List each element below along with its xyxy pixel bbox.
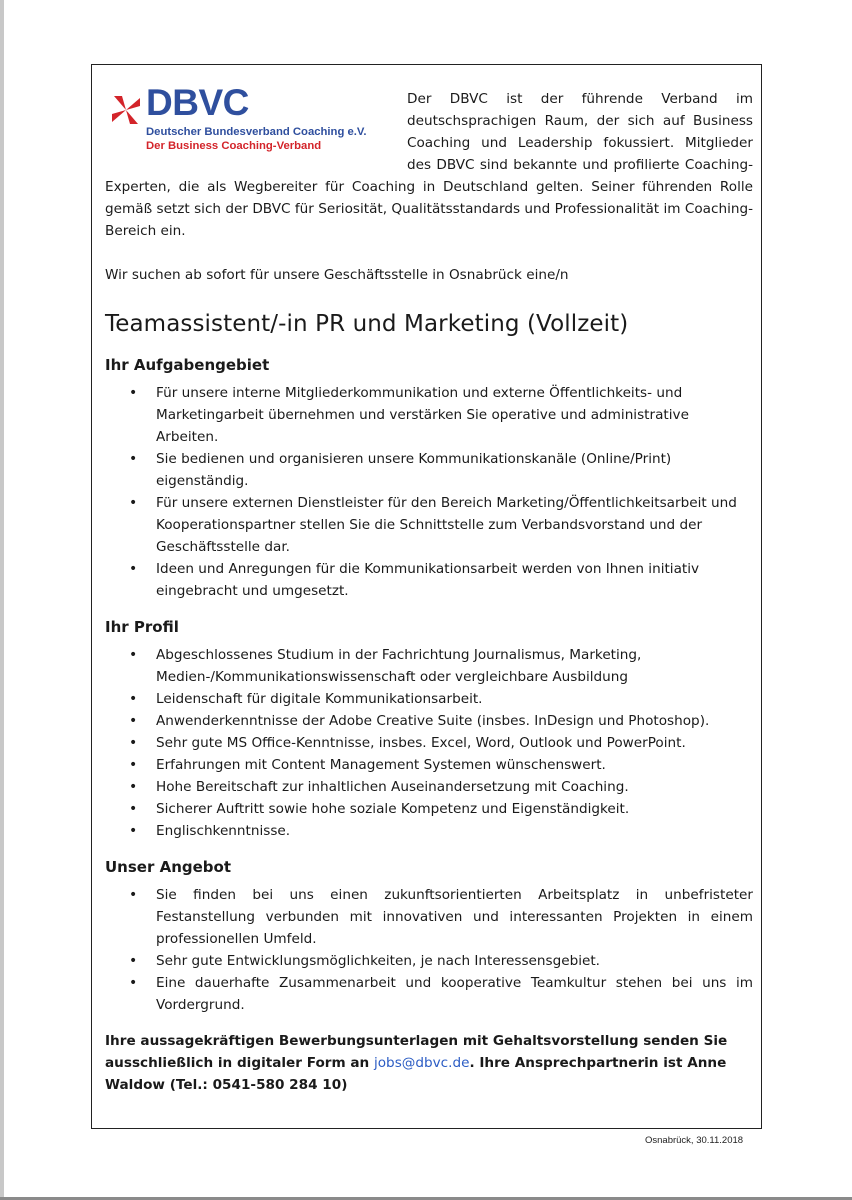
section-heading-profile: Ihr Profil [105, 618, 179, 636]
closing-paragraph [105, 1030, 753, 1096]
list-item: • Sicherer Auftritt sowie hohe soziale Kompetenz und Eigenständigkeit. [156, 798, 753, 820]
document-content [105, 82, 753, 1096]
list-item: • Ideen und Anregungen für die Kommunikationsarbeit werden von Ihnen initiativ eingebracht und umgesetzt. [156, 558, 753, 602]
email-link[interactable]: jobs@dbvc.de [373, 1055, 470, 1071]
list-item: • Leidenschaft für digitale Kommunikationsarbeit. [156, 688, 753, 710]
list-item: • Hohe Bereitschaft zur inhaltlichen Auseinandersetzung mit Coaching. [156, 776, 753, 798]
section-heading-tasks: Ihr Aufgabengebiet [105, 356, 270, 374]
search-line: Wir suchen ab sofort für unsere Geschäftsstelle in Osnabrück eine/n [105, 267, 569, 283]
list-item: • Eine dauerhafte Zusammenarbeit und kooperative Teamkultur stehen bei uns im Vordergrund. [156, 972, 753, 1016]
list-item: • Für unsere externen Dienstleister für den Bereich Marketing/Öffentlichkeitsarbeit und Kooperationspartner stellen Sie die Schnittstelle zum Verbandsvorstand und der Geschäftsstelle dar. [156, 492, 753, 558]
list-item: • Sie bedienen und organisieren unsere Kommunikationskanäle (Online/Print) eigenständig. [156, 448, 753, 492]
list-item: • Sehr gute MS Office-Kenntnisse, insbes. Excel, Word, Outlook und PowerPoint. [156, 732, 753, 754]
profile-list [105, 644, 753, 842]
closing-text-before: Ihre aussagekräftigen Bewerbungsunterlagen mit Gehaltsvorstellung senden Sie ausschließlich in digitaler Form an [105, 1033, 728, 1071]
list-item: • Für unsere interne Mitgliederkommunikation und externe Öffentlichkeits- und Marketingarbeit übernehmen und verstärken Sie operative und administrative Arbeiten. [156, 382, 753, 448]
list-item: • Anwenderkenntnisse der Adobe Creative Suite (insbes. InDesign und Photoshop). [156, 710, 753, 732]
dbvc-logo-mark-icon [108, 92, 144, 128]
dbvc-logo [105, 82, 395, 168]
list-item: • Sehr gute Entwicklungsmöglichkeiten, je nach Interessensgebiet. [156, 950, 753, 972]
logo-subtitle-association: Deutscher Bundesverband Coaching e.V. [146, 126, 367, 138]
tasks-list [105, 382, 753, 602]
list-item: • Erfahrungen mit Content Management Systemen wünschenswert. [156, 754, 753, 776]
logo-subtitle-tagline: Der Business Coaching-Verband [146, 140, 322, 152]
footer-date: Osnabrück, 30.11.2018 [645, 1135, 744, 1146]
list-item: • Sie finden bei uns einen zukunftsorientierten Arbeitsplatz in unbefristeter Festanstellung verbunden mit innovativen und interessanten Projekten in einem professionellen Umfeld. [156, 884, 753, 950]
closing-text-after: . Ihre Ansprechpartnerin ist Anne Waldow (Tel.: 0541-580 284 10) [105, 1055, 727, 1093]
intro-paragraph: Der DBVC ist der führende Verband im deutschsprachigen Raum, der sich auf Business Coaching und Leadership fokussiert. Mitglieder des DBVC sind bekannte und profilierte Coaching-Experten, die als Wegbereiter für Coaching in Deutschland gelten. Seiner führenden Rolle gemäß setzt sich der DBVC für Seriosität, Qualitätsstandards und Professionalität im Coaching-Bereich ein. [105, 91, 753, 239]
page-edge-left [0, 0, 4, 1200]
job-title: Teamassistent/-in PR und Marketing (Vollzeit) [105, 311, 629, 337]
list-item: • Abgeschlossenes Studium in der Fachrichtung Journalismus, Marketing, Medien-/Kommunikationswissenschaft oder vergleichbare Ausbildung [156, 644, 753, 688]
section-heading-offer: Unser Angebot [105, 858, 231, 876]
document-frame [91, 64, 762, 1129]
list-item: • Englischkenntnisse. [156, 820, 753, 842]
offer-list [105, 884, 753, 1016]
logo-wordmark: DBVC [146, 82, 249, 123]
